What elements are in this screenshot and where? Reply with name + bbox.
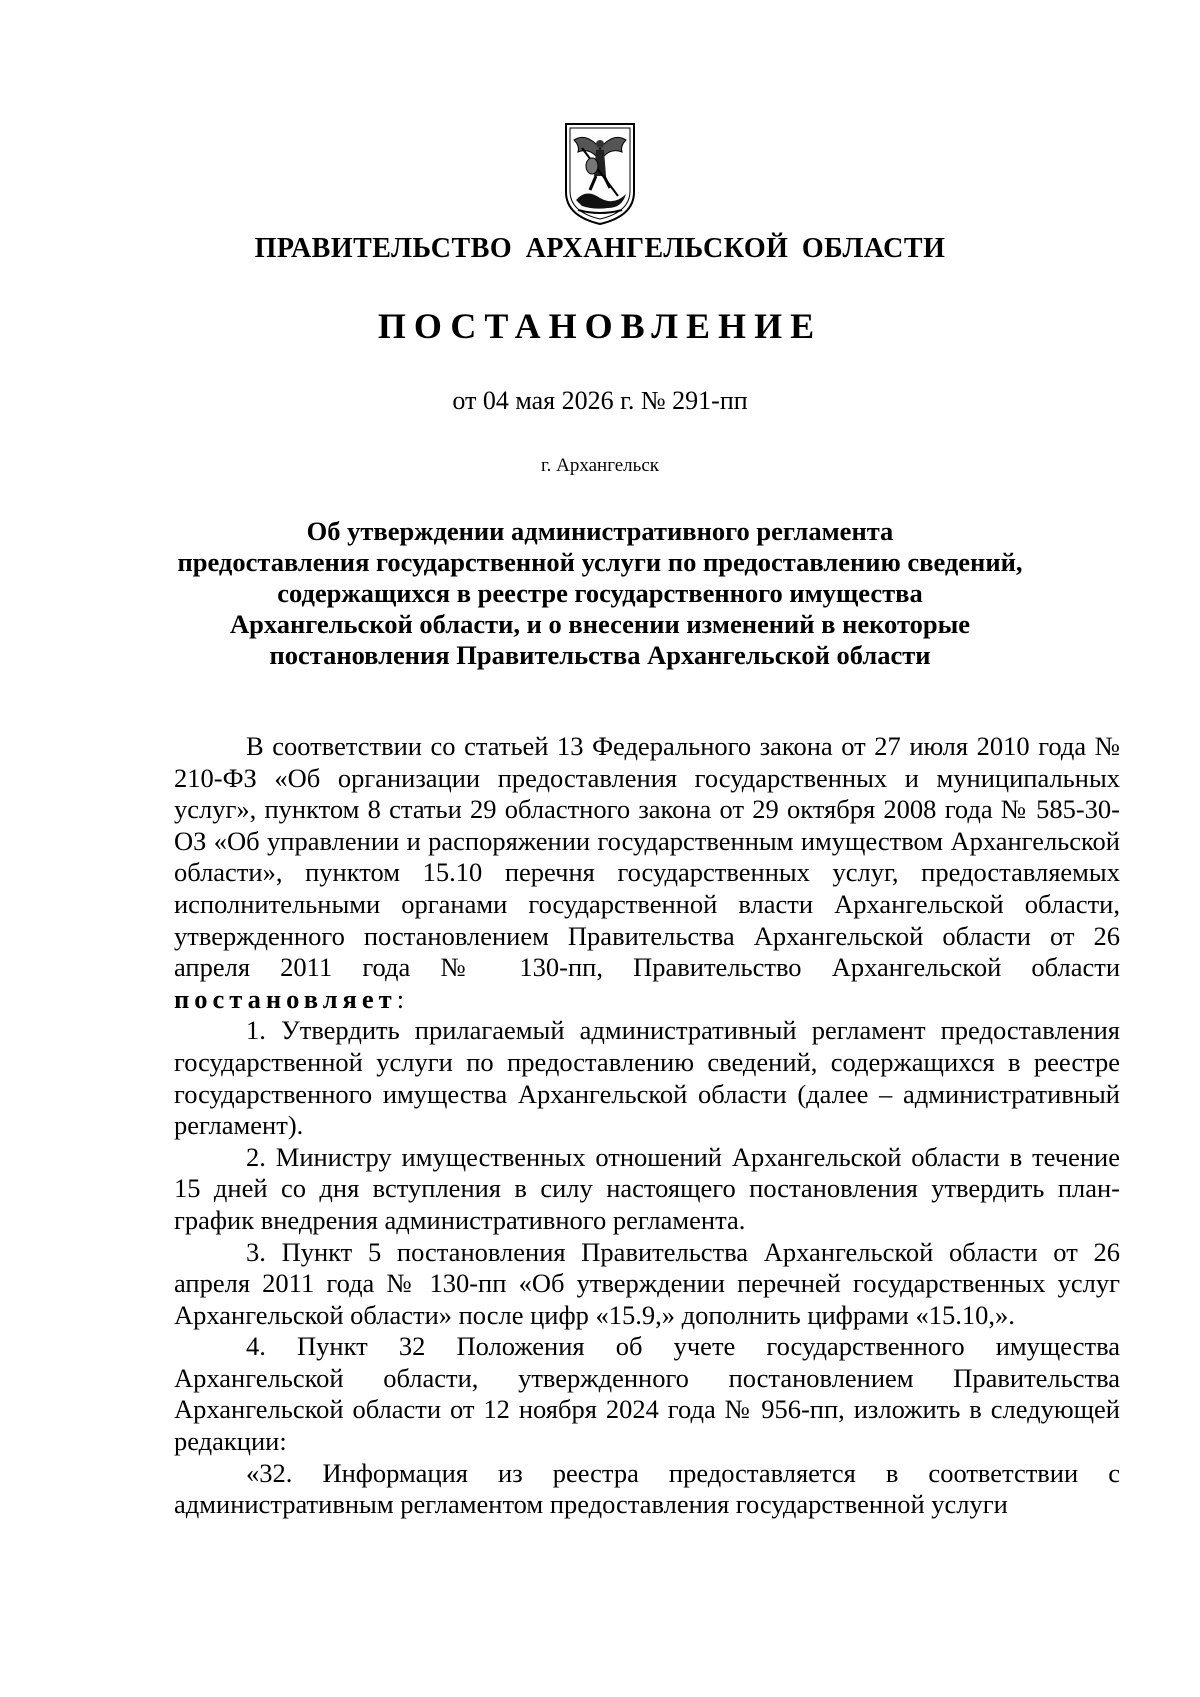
subject-line: Архангельской области, и о внесении изменений в некоторые	[229, 609, 971, 639]
government-name: ПРАВИТЕЛЬСТВО АРХАНГЕЛЬСКОЙ ОБЛАСТИ	[254, 233, 946, 264]
document-date-number: от 04 мая 2026 г. № 291-пп	[452, 386, 748, 415]
preamble-colon: :	[396, 983, 405, 1014]
item-paragraph: «32. Информация из реестра предоставляется в соответствии с административным регламентом предоставления государственной услуги	[174, 1457, 1120, 1520]
item-paragraph: 4. Пункт 32 Положения об учете государственного имущества Архангельской области, утвержденного постановлением Правительства Архангельской области от 12 ноября 2024 года № 956-пп, изложить в следующей редакции:	[174, 1331, 1120, 1457]
preamble-text: В соответствии со статьей 13 Федерального закона от 27 июля 2010 года № 210-ФЗ «Об организации предоставления государственных и муниципальных услуг», пунктом 8 статьи 29 областного закона от 29 октября 2008 года № 585-30-ОЗ «Об управлении и распоряжении государственным имуществом Архангельской области», пунктом 15.10 перечня государственных услуг, предоставляемых исполнительными органами государственной власти Архангельской области, утвержденного постановлением Правительства Архангельской области от 26 апреля 2011 года № 130-пп, Правительство Архангельской области	[174, 731, 1120, 983]
subject-line: постановления Правительства Архангельской области	[269, 640, 931, 670]
subject-line: содержащихся в реестре государственного имущества	[277, 578, 923, 608]
coat-of-arms-icon	[560, 118, 640, 226]
subject-line: предоставления государственной услуги по предоставлению сведений,	[177, 547, 1023, 577]
preamble-paragraph	[174, 731, 1120, 1015]
item-paragraph: 2. Министру имущественных отношений Архангельской области в течение 15 дней со дня вступления в силу настоящего постановления утвердить план-график внедрения административного регламента.	[174, 1141, 1120, 1235]
document-body	[174, 731, 1120, 1521]
item-paragraph: 1. Утвердить прилагаемый административный регламент предоставления государственной услуги по предоставлению сведений, содержащихся в реестре государственного имущества Архангельской области (далее – административный регламент).	[174, 1015, 1120, 1141]
resolves-word: постановляет	[174, 983, 397, 1014]
item-paragraph: 3. Пункт 5 постановления Правительства Архангельской области от 26 апреля 2011 года № 130-пп «Об утверждении перечней государственных услуг Архангельской области» после цифр «15.9,» дополнить цифрами «15.10,».	[174, 1236, 1120, 1330]
subject-line: Об утверждении административного регламента	[306, 516, 894, 546]
document-subject	[150, 516, 1050, 671]
document-city: г. Архангельск	[540, 455, 659, 476]
document-type-title: ПОСТАНОВЛЕНИЕ	[377, 306, 823, 346]
